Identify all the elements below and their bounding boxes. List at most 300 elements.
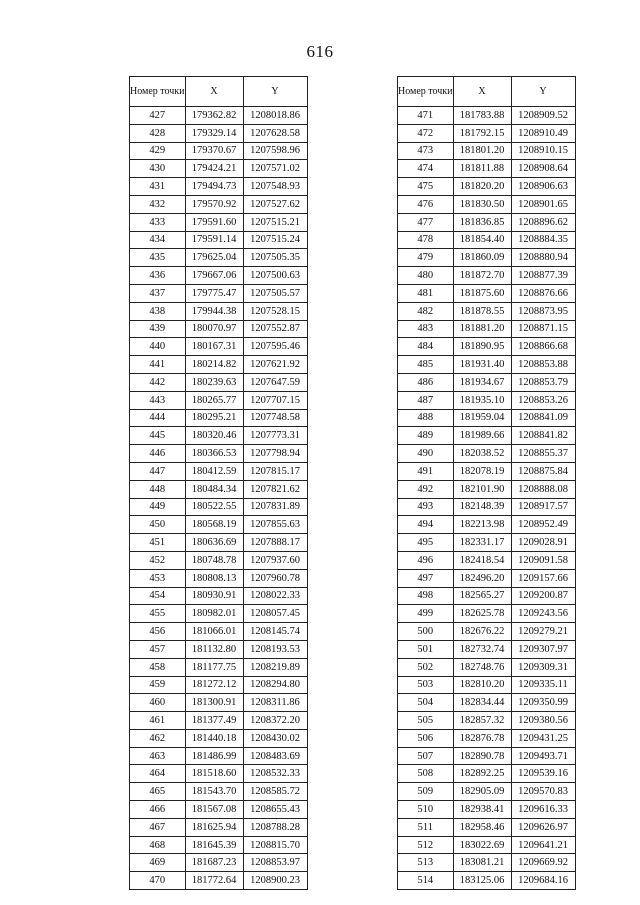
table-row <box>130 729 308 747</box>
x-cell: 183022.69 <box>453 836 511 854</box>
x-cell: 182418.54 <box>453 551 511 569</box>
y-cell: 1209616.33 <box>511 801 575 819</box>
x-cell: 182148.39 <box>453 498 511 516</box>
table-row <box>398 783 576 801</box>
y-cell: 1209684.16 <box>511 872 575 890</box>
table-row <box>130 213 308 231</box>
y-cell: 1209279.21 <box>511 623 575 641</box>
y-cell: 1208219.89 <box>243 658 307 676</box>
y-cell: 1207855.63 <box>243 516 307 534</box>
table-row <box>130 445 308 463</box>
y-cell: 1208952.49 <box>511 516 575 534</box>
x-cell: 179591.60 <box>185 213 243 231</box>
y-cell: 1207621.92 <box>243 356 307 374</box>
table-body-right <box>398 107 576 890</box>
point-number-cell: 466 <box>130 801 186 819</box>
point-number-cell: 481 <box>398 284 454 302</box>
header-point-number: Номер точки <box>398 77 454 107</box>
x-cell: 180982.01 <box>185 605 243 623</box>
x-cell: 181854.40 <box>453 231 511 249</box>
table-row <box>130 107 308 125</box>
y-cell: 1208880.94 <box>511 249 575 267</box>
point-number-cell: 489 <box>398 427 454 445</box>
table-row <box>398 302 576 320</box>
point-number-cell: 462 <box>130 729 186 747</box>
y-cell: 1208372.20 <box>243 712 307 730</box>
x-cell: 181931.40 <box>453 356 511 374</box>
table-row <box>130 872 308 890</box>
table-row <box>130 391 308 409</box>
point-number-cell: 446 <box>130 445 186 463</box>
y-cell: 1208910.49 <box>511 124 575 142</box>
x-cell: 182078.19 <box>453 462 511 480</box>
point-number-cell: 438 <box>130 302 186 320</box>
point-number-cell: 498 <box>398 587 454 605</box>
table-row <box>398 391 576 409</box>
point-number-cell: 442 <box>130 373 186 391</box>
y-cell: 1207937.60 <box>243 551 307 569</box>
x-cell: 180930.91 <box>185 587 243 605</box>
point-number-cell: 468 <box>130 836 186 854</box>
point-number-cell: 437 <box>130 284 186 302</box>
y-cell: 1208917.57 <box>511 498 575 516</box>
point-number-cell: 496 <box>398 551 454 569</box>
y-cell: 1208853.79 <box>511 373 575 391</box>
point-number-cell: 482 <box>398 302 454 320</box>
x-cell: 181066.01 <box>185 623 243 641</box>
point-number-cell: 469 <box>130 854 186 872</box>
y-cell: 1207505.57 <box>243 284 307 302</box>
table-row <box>130 534 308 552</box>
x-cell: 183081.21 <box>453 854 511 872</box>
x-cell: 181989.66 <box>453 427 511 445</box>
y-cell: 1209380.56 <box>511 712 575 730</box>
y-cell: 1208430.02 <box>243 729 307 747</box>
x-cell: 181772.64 <box>185 872 243 890</box>
point-number-cell: 495 <box>398 534 454 552</box>
x-cell: 181645.39 <box>185 836 243 854</box>
point-number-cell: 470 <box>130 872 186 890</box>
point-number-cell: 514 <box>398 872 454 890</box>
point-number-cell: 455 <box>130 605 186 623</box>
point-number-cell: 427 <box>130 107 186 125</box>
y-cell: 1208873.95 <box>511 302 575 320</box>
x-cell: 181518.60 <box>185 765 243 783</box>
x-cell: 180636.69 <box>185 534 243 552</box>
table-row <box>130 676 308 694</box>
table-row <box>398 178 576 196</box>
y-cell: 1209431.25 <box>511 729 575 747</box>
table-row <box>130 587 308 605</box>
y-cell: 1207960.78 <box>243 569 307 587</box>
point-number-cell: 443 <box>130 391 186 409</box>
table-row <box>130 462 308 480</box>
point-number-cell: 450 <box>130 516 186 534</box>
x-cell: 181860.09 <box>453 249 511 267</box>
point-number-cell: 492 <box>398 480 454 498</box>
coordinates-table-left <box>129 76 308 890</box>
table-row <box>130 409 308 427</box>
point-number-cell: 511 <box>398 818 454 836</box>
point-number-cell: 502 <box>398 658 454 676</box>
table-row <box>398 551 576 569</box>
table-row <box>130 640 308 658</box>
table-row <box>398 445 576 463</box>
x-cell: 181881.20 <box>453 320 511 338</box>
point-number-cell: 467 <box>130 818 186 836</box>
point-number-cell: 507 <box>398 747 454 765</box>
table-row <box>130 338 308 356</box>
y-cell: 1208655.43 <box>243 801 307 819</box>
point-number-cell: 435 <box>130 249 186 267</box>
y-cell: 1207515.24 <box>243 231 307 249</box>
y-cell: 1209157.66 <box>511 569 575 587</box>
table-row <box>130 231 308 249</box>
table-row <box>398 195 576 213</box>
x-cell: 181811.88 <box>453 160 511 178</box>
table-row <box>398 373 576 391</box>
x-cell: 179591.14 <box>185 231 243 249</box>
y-cell: 1208057.45 <box>243 605 307 623</box>
y-cell: 1207552.87 <box>243 320 307 338</box>
table-row <box>130 427 308 445</box>
x-cell: 182676.22 <box>453 623 511 641</box>
table-row <box>398 284 576 302</box>
x-cell: 182625.78 <box>453 605 511 623</box>
point-number-cell: 499 <box>398 605 454 623</box>
y-cell: 1207548.93 <box>243 178 307 196</box>
point-number-cell: 464 <box>130 765 186 783</box>
y-cell: 1208311.86 <box>243 694 307 712</box>
y-cell: 1208884.35 <box>511 231 575 249</box>
x-cell: 182038.52 <box>453 445 511 463</box>
table-row <box>398 694 576 712</box>
table-row <box>398 124 576 142</box>
header-x: X <box>453 77 511 107</box>
point-number-cell: 439 <box>130 320 186 338</box>
point-number-cell: 454 <box>130 587 186 605</box>
point-number-cell: 500 <box>398 623 454 641</box>
y-cell: 1208853.97 <box>243 854 307 872</box>
x-cell: 182857.32 <box>453 712 511 730</box>
y-cell: 1207647.59 <box>243 373 307 391</box>
point-number-cell: 477 <box>398 213 454 231</box>
x-cell: 182565.27 <box>453 587 511 605</box>
point-number-cell: 490 <box>398 445 454 463</box>
x-cell: 180239.63 <box>185 373 243 391</box>
x-cell: 181377.49 <box>185 712 243 730</box>
x-cell: 180320.46 <box>185 427 243 445</box>
y-cell: 1208877.39 <box>511 267 575 285</box>
point-number-cell: 452 <box>130 551 186 569</box>
table-row <box>130 142 308 160</box>
x-cell: 181792.15 <box>453 124 511 142</box>
x-cell: 179494.73 <box>185 178 243 196</box>
x-cell: 182496.20 <box>453 569 511 587</box>
table-body-left <box>130 107 308 890</box>
x-cell: 180070.97 <box>185 320 243 338</box>
table-row <box>398 623 576 641</box>
y-cell: 1209641.21 <box>511 836 575 854</box>
table-row <box>398 640 576 658</box>
table-row <box>398 160 576 178</box>
point-number-cell: 478 <box>398 231 454 249</box>
x-cell: 181300.91 <box>185 694 243 712</box>
y-cell: 1207628.58 <box>243 124 307 142</box>
table-row <box>130 658 308 676</box>
y-cell: 1209309.31 <box>511 658 575 676</box>
y-cell: 1208294.80 <box>243 676 307 694</box>
y-cell: 1208841.82 <box>511 427 575 445</box>
x-cell: 181783.88 <box>453 107 511 125</box>
table-row <box>130 623 308 641</box>
table-row <box>130 178 308 196</box>
y-cell: 1209028.91 <box>511 534 575 552</box>
point-number-cell: 471 <box>398 107 454 125</box>
point-number-cell: 456 <box>130 623 186 641</box>
table-row <box>398 712 576 730</box>
y-cell: 1208875.84 <box>511 462 575 480</box>
x-cell: 180412.59 <box>185 462 243 480</box>
y-cell: 1207815.17 <box>243 462 307 480</box>
x-cell: 181543.70 <box>185 783 243 801</box>
y-cell: 1207598.96 <box>243 142 307 160</box>
y-cell: 1208910.15 <box>511 142 575 160</box>
point-number-cell: 458 <box>130 658 186 676</box>
x-cell: 182938.41 <box>453 801 511 819</box>
point-number-cell: 432 <box>130 195 186 213</box>
point-number-cell: 504 <box>398 694 454 712</box>
y-cell: 1208193.53 <box>243 640 307 658</box>
point-number-cell: 497 <box>398 569 454 587</box>
x-cell: 181440.18 <box>185 729 243 747</box>
y-cell: 1208906.63 <box>511 178 575 196</box>
table-row <box>130 605 308 623</box>
x-cell: 182331.17 <box>453 534 511 552</box>
point-number-cell: 487 <box>398 391 454 409</box>
table-row <box>130 124 308 142</box>
table-row <box>130 765 308 783</box>
table-row <box>130 302 308 320</box>
table-row <box>130 249 308 267</box>
x-cell: 182101.90 <box>453 480 511 498</box>
x-cell: 179625.04 <box>185 249 243 267</box>
point-number-cell: 461 <box>130 712 186 730</box>
x-cell: 181132.80 <box>185 640 243 658</box>
table-row <box>130 854 308 872</box>
table-row <box>398 480 576 498</box>
point-number-cell: 434 <box>130 231 186 249</box>
table-row <box>130 373 308 391</box>
table-row <box>398 498 576 516</box>
point-number-cell: 476 <box>398 195 454 213</box>
x-cell: 181935.10 <box>453 391 511 409</box>
table-row <box>130 836 308 854</box>
y-cell: 1207527.62 <box>243 195 307 213</box>
point-number-cell: 445 <box>130 427 186 445</box>
point-number-cell: 480 <box>398 267 454 285</box>
x-cell: 180167.31 <box>185 338 243 356</box>
y-cell: 1208888.08 <box>511 480 575 498</box>
header-x: X <box>185 77 243 107</box>
y-cell: 1208018.86 <box>243 107 307 125</box>
x-cell: 180568.19 <box>185 516 243 534</box>
coordinates-table-right <box>397 76 576 890</box>
table-row <box>398 462 576 480</box>
point-number-cell: 447 <box>130 462 186 480</box>
y-cell: 1209091.58 <box>511 551 575 569</box>
table-row <box>398 107 576 125</box>
table-header-row <box>398 77 576 107</box>
y-cell: 1208901.65 <box>511 195 575 213</box>
table-row <box>398 747 576 765</box>
x-cell: 181872.70 <box>453 267 511 285</box>
point-number-cell: 508 <box>398 765 454 783</box>
table-row <box>130 551 308 569</box>
x-cell: 182892.25 <box>453 765 511 783</box>
y-cell: 1207748.58 <box>243 409 307 427</box>
x-cell: 179370.67 <box>185 142 243 160</box>
point-number-cell: 510 <box>398 801 454 819</box>
x-cell: 182890.78 <box>453 747 511 765</box>
point-number-cell: 494 <box>398 516 454 534</box>
y-cell: 1208896.62 <box>511 213 575 231</box>
y-cell: 1209307.97 <box>511 640 575 658</box>
table-row <box>130 320 308 338</box>
point-number-cell: 474 <box>398 160 454 178</box>
point-number-cell: 505 <box>398 712 454 730</box>
x-cell: 181801.20 <box>453 142 511 160</box>
y-cell: 1207707.15 <box>243 391 307 409</box>
x-cell: 180366.53 <box>185 445 243 463</box>
y-cell: 1209493.71 <box>511 747 575 765</box>
y-cell: 1208909.52 <box>511 107 575 125</box>
table-row <box>398 801 576 819</box>
point-number-cell: 429 <box>130 142 186 160</box>
x-cell: 181934.67 <box>453 373 511 391</box>
table-row <box>398 249 576 267</box>
y-cell: 1207595.46 <box>243 338 307 356</box>
y-cell: 1207888.17 <box>243 534 307 552</box>
table-row <box>130 801 308 819</box>
y-cell: 1209570.83 <box>511 783 575 801</box>
x-cell: 179944.38 <box>185 302 243 320</box>
point-number-cell: 472 <box>398 124 454 142</box>
point-number-cell: 441 <box>130 356 186 374</box>
header-point-number: Номер точки <box>130 77 186 107</box>
y-cell: 1208788.28 <box>243 818 307 836</box>
x-cell: 180295.21 <box>185 409 243 427</box>
table-row <box>398 338 576 356</box>
point-number-cell: 436 <box>130 267 186 285</box>
x-cell: 182834.44 <box>453 694 511 712</box>
point-number-cell: 513 <box>398 854 454 872</box>
table-row <box>398 765 576 783</box>
point-number-cell: 488 <box>398 409 454 427</box>
x-cell: 182810.20 <box>453 676 511 694</box>
table-row <box>398 729 576 747</box>
table-row <box>130 747 308 765</box>
table-row <box>398 267 576 285</box>
point-number-cell: 440 <box>130 338 186 356</box>
y-cell: 1207798.94 <box>243 445 307 463</box>
x-cell: 181567.08 <box>185 801 243 819</box>
x-cell: 182732.74 <box>453 640 511 658</box>
point-number-cell: 509 <box>398 783 454 801</box>
table-row <box>398 569 576 587</box>
x-cell: 181687.23 <box>185 854 243 872</box>
y-cell: 1209335.11 <box>511 676 575 694</box>
x-cell: 180265.77 <box>185 391 243 409</box>
x-cell: 181890.95 <box>453 338 511 356</box>
x-cell: 181177.75 <box>185 658 243 676</box>
y-cell: 1207515.21 <box>243 213 307 231</box>
table-row <box>398 213 576 231</box>
x-cell: 181820.20 <box>453 178 511 196</box>
y-cell: 1208855.37 <box>511 445 575 463</box>
y-cell: 1207831.89 <box>243 498 307 516</box>
table-row <box>398 658 576 676</box>
table-row <box>130 694 308 712</box>
point-number-cell: 491 <box>398 462 454 480</box>
table-row <box>398 676 576 694</box>
x-cell: 180808.13 <box>185 569 243 587</box>
point-number-cell: 433 <box>130 213 186 231</box>
table-row <box>130 516 308 534</box>
point-number-cell: 475 <box>398 178 454 196</box>
y-cell: 1207528.15 <box>243 302 307 320</box>
x-cell: 182958.46 <box>453 818 511 836</box>
x-cell: 182213.98 <box>453 516 511 534</box>
table-row <box>398 854 576 872</box>
table-row <box>398 605 576 623</box>
table-row <box>130 195 308 213</box>
x-cell: 180522.55 <box>185 498 243 516</box>
y-cell: 1208871.15 <box>511 320 575 338</box>
x-cell: 183125.06 <box>453 872 511 890</box>
y-cell: 1209669.92 <box>511 854 575 872</box>
point-number-cell: 463 <box>130 747 186 765</box>
y-cell: 1208483.69 <box>243 747 307 765</box>
table-row <box>130 569 308 587</box>
y-cell: 1207500.63 <box>243 267 307 285</box>
point-number-cell: 444 <box>130 409 186 427</box>
y-cell: 1207821.62 <box>243 480 307 498</box>
point-number-cell: 501 <box>398 640 454 658</box>
table-row <box>398 516 576 534</box>
x-cell: 179667.06 <box>185 267 243 285</box>
header-y: Y <box>243 77 307 107</box>
x-cell: 181878.55 <box>453 302 511 320</box>
table-row <box>398 818 576 836</box>
point-number-cell: 431 <box>130 178 186 196</box>
y-cell: 1208900.23 <box>243 872 307 890</box>
table-row <box>130 480 308 498</box>
point-number-cell: 459 <box>130 676 186 694</box>
y-cell: 1208866.68 <box>511 338 575 356</box>
point-number-cell: 453 <box>130 569 186 587</box>
x-cell: 179570.92 <box>185 195 243 213</box>
table-row <box>398 320 576 338</box>
point-number-cell: 473 <box>398 142 454 160</box>
table-row <box>130 818 308 836</box>
table-row <box>398 142 576 160</box>
point-number-cell: 493 <box>398 498 454 516</box>
point-number-cell: 428 <box>130 124 186 142</box>
x-cell: 180214.82 <box>185 356 243 374</box>
table-row <box>398 427 576 445</box>
table-row <box>398 231 576 249</box>
